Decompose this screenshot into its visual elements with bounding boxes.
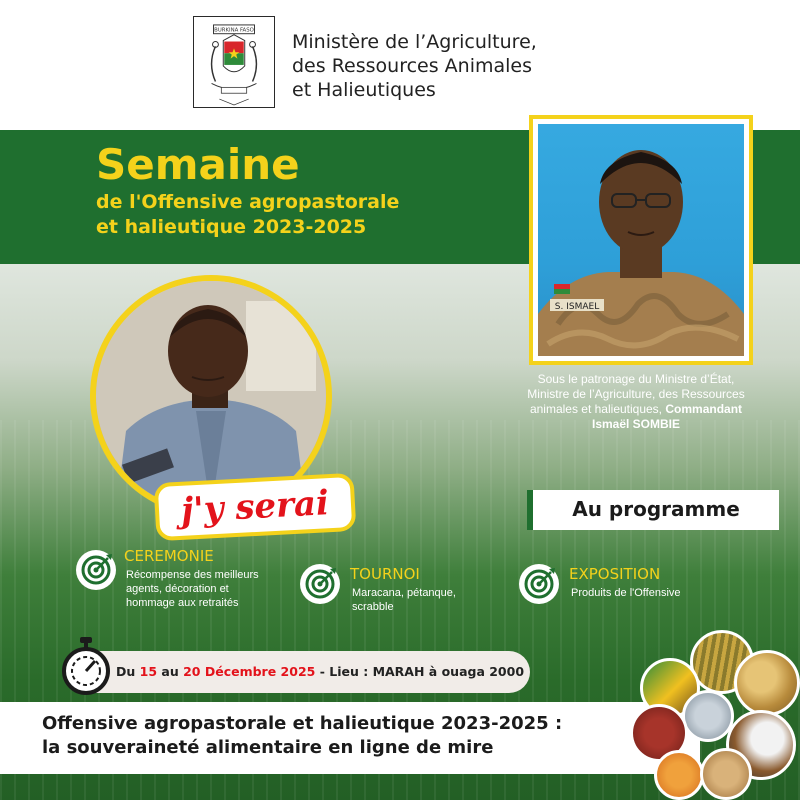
fish-image [682,690,734,742]
date-prefix: Du [116,664,140,679]
name-tag: S. ISMAEL [554,302,600,312]
coat-label: BURKINA FASO [214,27,254,34]
coat-of-arms-logo [193,16,275,108]
date-bar [76,651,530,693]
tournoi-desc [352,586,456,614]
event-title: Semaine [96,140,300,189]
date-middle: au [157,664,184,679]
date-end: 20 Décembre 2025 [183,664,316,679]
exposition-desc-line-1: Produits de l'Offensive [571,587,681,599]
beans-image [700,748,752,800]
header [0,0,800,130]
stopwatch-icon [60,637,112,697]
patronage-rank: Commandant [665,402,743,416]
ministry-line-2: des Ressources Animales [292,55,532,77]
target-icon [76,550,116,590]
ceremonie-label: CEREMONIE [124,547,214,565]
event-subtitle-line-2: et halieutique 2023-2025 [96,216,367,238]
event-subtitle-line-1: de l'Offensive agropastorale [96,191,400,213]
minister-photo [538,124,744,356]
ministry-line-3: et Halieutiques [292,79,436,101]
target-icon [300,564,340,604]
programme-item-exposition [519,564,719,614]
jyserai-text: j'y serai [180,483,330,531]
ceremonie-desc-line-2: agents, décoration et [126,583,229,595]
patronage-line-2: Ministre de l’Agriculture, des Ressources [527,387,745,401]
footer-tagline [42,712,562,760]
exposition-desc [571,586,681,600]
produce-collage [630,630,800,800]
ceremonie-desc [126,568,259,610]
footer-line-1: Offensive agropastorale et halieutique 2023-2025 : [42,713,563,734]
patronage-text [478,372,794,432]
programme-item-ceremonie [76,548,296,618]
jyserai-badge [154,473,357,541]
ministry-name [292,30,537,102]
ministry-line-1: Ministère de l’Agriculture, [292,31,537,53]
tournoi-desc-line-2: scrabble [352,601,394,613]
programme-item-tournoi [300,564,500,624]
date-location: - Lieu : MARAH à ouaga 2000 [315,664,525,679]
date-text [116,651,524,693]
ceremonie-desc-line-3: hommage aux retraités [126,597,239,609]
date-start: 15 [139,664,158,679]
mango-image [654,750,704,800]
patronage-line-4 [478,417,794,432]
minister-portrait [529,115,753,365]
patronage-name: Ismaël SOMBIE [591,417,681,431]
tournoi-desc-line-1: Maracana, pétanque, [352,587,456,599]
tournoi-label: TOURNOI [350,565,420,583]
potatoes-image [734,650,800,716]
ceremonie-desc-line-1: Récompense des meilleurs [126,569,259,581]
event-subtitle [96,190,496,240]
patronage-line-3-plain: animales et halieutiques, [529,402,663,416]
programme-heading: Au programme [527,490,779,530]
target-icon [519,564,559,604]
footer-line-2: la souveraineté alimentaire en ligne de mire [42,737,494,758]
patronage-line-1: Sous le patronage du Ministre d’État, [537,372,735,386]
exposition-label: EXPOSITION [569,565,661,583]
patronage-line-3 [478,402,794,417]
